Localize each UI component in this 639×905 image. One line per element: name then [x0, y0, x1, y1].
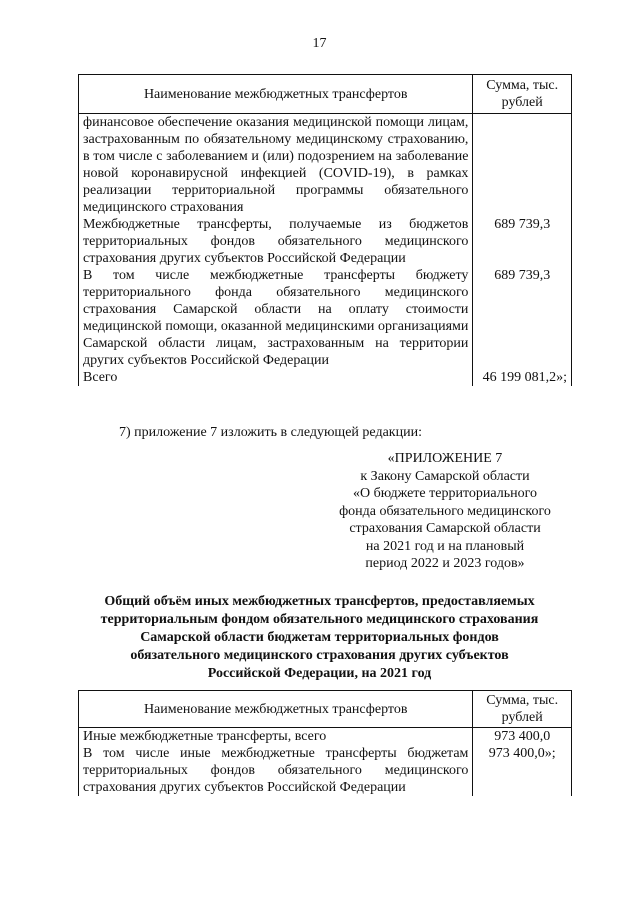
transfers-table-continued — [78, 74, 572, 386]
table-row — [79, 267, 572, 369]
other-transfers-table — [78, 690, 572, 796]
appendix-line: период 2022 и 2023 годов» — [365, 556, 525, 571]
row-sum-cell: 689 739,3 — [473, 216, 572, 267]
table-row — [79, 745, 572, 796]
table-header-row — [79, 691, 572, 728]
table-row — [79, 114, 572, 217]
column-header-sum: Сумма, тыс. рублей — [473, 691, 572, 728]
title-line: Российской Федерации, на 2021 год — [207, 666, 432, 681]
appendix-line: фонда обязательного медицинского — [339, 503, 551, 519]
row-name-cell: Всего — [79, 369, 473, 386]
table-header-row — [79, 75, 572, 114]
page-number: 17 — [312, 36, 327, 51]
row-sum-cell — [473, 114, 572, 217]
row-sum-cell-total: 46 199 081,2»; — [473, 369, 572, 386]
column-header-sum: Сумма, тыс. рублей — [473, 75, 572, 114]
row-name-cell: Межбюджетные трансферты, получаемые из бюджетов территориальных фондов обязательного медицинского страхования других субъектов Российской Федерации — [79, 216, 473, 267]
row-sum-cell: 973 400,0»; — [473, 745, 572, 796]
row-name-cell: финансовое обеспечение оказания медицинской помощи лицам, застрахованным по обязательному медицинскому страхованию, в том числе с заболеванием и (или) подозрением на заболевание новой коронавирусной инфекцией (COVID-19), в рамках реализации территориальной программы обязательного медицинского страхования — [79, 114, 473, 217]
column-header-name: Наименование межбюджетных трансфертов — [79, 691, 473, 728]
appendix-heading — [330, 450, 560, 573]
amendment-text: 7) приложение 7 изложить в следующей редакции: — [119, 425, 422, 440]
appendix-line: «ПРИЛОЖЕНИЕ 7 — [387, 451, 503, 466]
title-line: территориальным фондом обязательного медицинского страхования — [100, 612, 539, 627]
table-row — [79, 728, 572, 746]
title-line: обязательного медицинского страхования других субъектов — [130, 648, 509, 663]
row-sum-cell: 689 739,3 — [473, 267, 572, 369]
appendix-line: на 2021 год и на плановый — [365, 538, 525, 554]
row-name-cell: В том числе иные межбюджетные трансферты бюджетам территориальных фондов обязательного медицинского страхования других субъектов Российской Федерации — [79, 745, 473, 796]
table-row — [79, 216, 572, 267]
column-header-name: Наименование межбюджетных трансфертов — [79, 75, 473, 114]
row-name-cell: Иные межбюджетные трансферты, всего — [79, 728, 473, 746]
row-name-cell: В том числе межбюджетные трансферты бюджету территориального фонда обязательного медицинского страхования Самарской области на оплату стоимости медицинской помощи, оказанной медицинскими организациями Самарской области лицам, застрахованным на территории других субъектов Российской Федерации — [79, 267, 473, 369]
section-title — [60, 593, 579, 683]
appendix-line: «О бюджете территориального — [353, 486, 537, 501]
title-line: Общий объём иных межбюджетных трансфертов, предоставляемых — [104, 594, 535, 609]
appendix-line: страхования Самарской области — [349, 521, 541, 536]
table-row-total — [79, 369, 572, 386]
appendix-line: к Закону Самарской области — [360, 468, 530, 484]
title-line: Самарской области бюджетам территориальных фондов — [140, 630, 499, 645]
row-sum-cell: 973 400,0 — [473, 728, 572, 746]
